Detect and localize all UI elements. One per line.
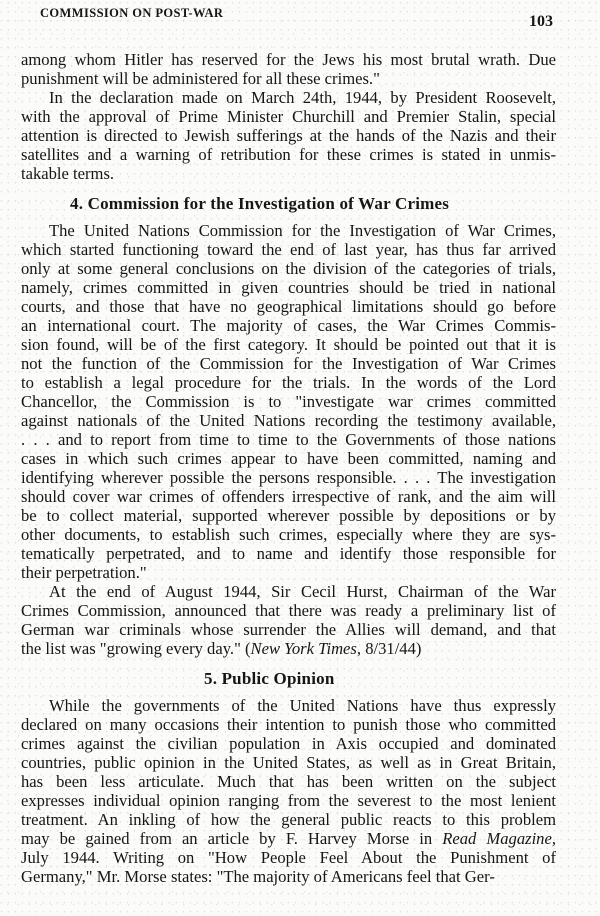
paragraph-2	[21, 88, 556, 183]
text-line: among whom Hitler has reserved for the Jews his most brutal wrath. Due	[21, 50, 556, 69]
paragraph-5	[21, 696, 556, 886]
text-line: only at some general conclusions on the division of the categories of trials,	[21, 259, 556, 278]
text-line: The United Nations Commission for the Investigation of War Crimes,	[49, 221, 556, 240]
text-line: German war criminals whose surrender the Allies will demand, and that	[21, 620, 556, 639]
text-line: expresses individual opinion ranging from the severest to the most lenient	[21, 791, 556, 810]
text-line: takable terms.	[21, 164, 115, 183]
text-line: At the end of August 1944, Sir Cecil Hurst, Chairman of the War	[49, 582, 556, 601]
text-segment: , 8/31/44)	[356, 639, 422, 658]
paragraph-4	[21, 582, 556, 658]
text-line: attention is directed to Jewish sufferings at the hands of the Nazis and their	[21, 126, 556, 145]
text-line: identifying wherever possible the persons responsible. . . . The investigation	[21, 468, 556, 487]
paragraph-3	[21, 221, 556, 582]
running-header: COMMISSION ON POST-WAR	[40, 6, 224, 20]
text-line: Germany," Mr. Morse states: "The majority of Americans feel that Ger-	[21, 867, 495, 886]
italic-citation: Read Magazine,	[442, 829, 556, 848]
text-line	[21, 639, 556, 658]
text-line: treatment. An inkling of how the general public reacts to this problem	[21, 810, 556, 829]
text-line: In the declaration made on March 24th, 1944, by President Roosevelt,	[49, 88, 556, 107]
text-line: not the function of the Commission for the Investigation of War Crimes	[21, 354, 556, 373]
text-line: crimes against the civilian population in Axis occupied and dominated	[21, 734, 556, 753]
text-line: Chancellor, the Commission is to "investigate war crimes committed	[21, 392, 556, 411]
text-line: with the approval of Prime Minister Churchill and Premier Stalin, special	[21, 107, 556, 126]
text-line: punishment will be administered for all these crimes."	[21, 69, 380, 88]
text-line: other documents, to establish such crimes, especially where they are sys-	[21, 525, 556, 544]
text-line: countries, public opinion in the United States, as well as in Great Britain,	[21, 753, 556, 772]
text-line: . . . and to report from time to time to the Governments of those nations	[21, 430, 556, 449]
section-heading-4: 4. Commission for the Investigation of War Crimes	[70, 194, 450, 213]
text-line: declared on many occasions their intention to punish those who committed	[21, 715, 556, 734]
text-line: tematically perpetrated, and to name and identify those responsible for	[21, 544, 556, 563]
text-line: an international court. The majority of cases, the War Crimes Commis-	[21, 316, 556, 335]
text-line: which started functioning toward the end of last year, has thus far arrived	[21, 240, 556, 259]
text-line: While the governments of the United Nations have thus expressly	[49, 696, 556, 715]
text-line: satellites and a warning of retribution for these crimes is stated in unmis-	[21, 145, 556, 164]
text-line	[21, 829, 556, 848]
text-segment: the list was "growing every day." (	[21, 639, 251, 658]
text-segment: may be gained from an article by F. Harvey Morse in	[21, 829, 443, 848]
text-line: sion found, will be of the first category. It should be pointed out that it is	[21, 335, 556, 354]
text-line: should cover war crimes of offenders irrespective of rank, and the aim will	[21, 487, 556, 506]
text-line: July 1944. Writing on "How People Feel About the Punishment of	[21, 848, 556, 867]
text-line: to establish a legal procedure for the trials. In the words of the Lord	[21, 373, 556, 392]
text-line: be to collect material, supported wherever possible by depositions or by	[21, 506, 556, 525]
text-line: their perpetration."	[21, 563, 147, 582]
text-line: Crimes Commission, announced that there was ready a preliminary list of	[21, 601, 556, 620]
text-line: against nationals of the United Nations recording the testimony available,	[21, 411, 556, 430]
text-line: namely, crimes committed in given countries should be tried in national	[21, 278, 556, 297]
section-heading-5: 5. Public Opinion	[204, 669, 335, 688]
text-line: has been less articulate. Much that has been written on the subject	[21, 772, 556, 791]
text-line: cases in which such crimes appear to have been committed, naming and	[21, 449, 556, 468]
italic-citation: New York Times	[250, 639, 357, 658]
text-line: courts, and those that have no geographical limitations should go before	[21, 297, 556, 316]
page-number: 103	[529, 13, 553, 30]
paragraph-1	[21, 50, 556, 88]
